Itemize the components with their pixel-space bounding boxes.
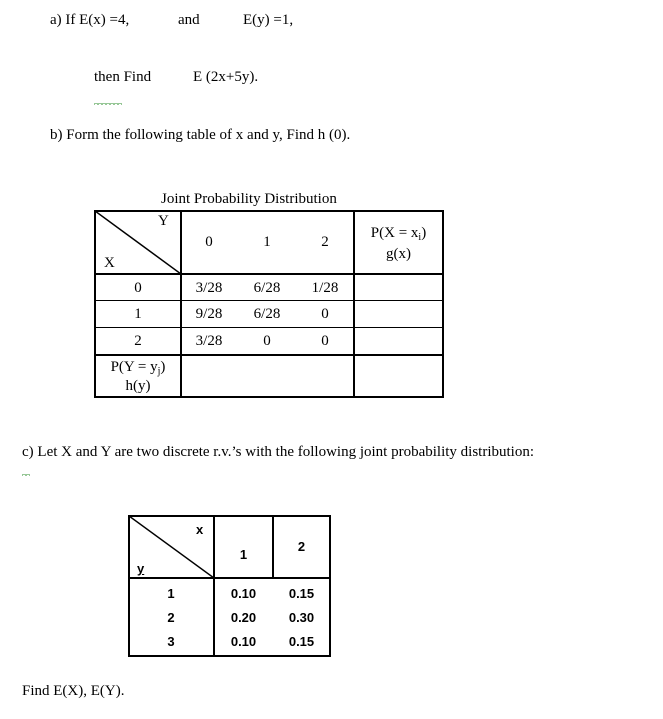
part-c-find: Find E(X), E(Y). <box>22 683 125 699</box>
table-cell: 3/28 <box>195 333 223 349</box>
part-a-ey: E(y) =1, <box>243 12 294 28</box>
col-header: 1 <box>239 547 248 562</box>
table-cell: 0 <box>263 333 271 349</box>
gx-header-line2: g(x) <box>386 246 411 262</box>
table-cell: 0.10 <box>230 634 257 649</box>
row-label: 2 <box>167 610 175 625</box>
col-header: 2 <box>321 234 329 250</box>
hy-label-line2: h(y) <box>125 378 151 394</box>
col-header: 0 <box>205 234 213 250</box>
corner-y-label: Y <box>158 213 169 229</box>
part-a-expression: E (2x+5y). <box>193 69 259 85</box>
row-label: 1 <box>134 306 142 322</box>
part-a-line: a) If E(x) =4, <box>50 12 130 28</box>
row-label: 0 <box>134 280 142 296</box>
table-cell: 0 <box>321 333 329 349</box>
table-cell: 0.15 <box>288 586 315 601</box>
table-title: Joint Probability Distribution <box>161 191 337 207</box>
table-cell: 0 <box>321 306 329 322</box>
col-header: 1 <box>263 234 271 250</box>
corner-y-label: y <box>137 561 145 576</box>
table-cell: 0.15 <box>288 634 315 649</box>
row-label: 2 <box>134 333 142 349</box>
hy-label: $P(Y = y_j)$ <box>110 359 166 377</box>
table-cell: 6/28 <box>253 306 281 322</box>
part-b-heading: b) Form the following table of x and y, Find h (0). <box>50 127 351 143</box>
gx-header: $P(X = x_i)$ <box>370 225 427 243</box>
table-cell: 0.10 <box>230 586 257 601</box>
row-label: 1 <box>167 586 175 601</box>
table-cell: 0.30 <box>288 610 315 625</box>
part-a-then-find: then Find <box>94 69 152 85</box>
row-label: 3 <box>167 634 175 649</box>
col-header: 2 <box>297 539 306 554</box>
part-c-heading: c) Let X and Y are two discrete r.v.’s with the following joint probability distribution: <box>22 444 534 460</box>
table-cell: 1/28 <box>311 280 339 296</box>
spellcheck-squiggle <box>22 472 30 476</box>
table-cell: 0.20 <box>230 610 257 625</box>
corner-x-label: X <box>104 255 115 271</box>
spellcheck-squiggle <box>94 101 122 105</box>
corner-x-label: x <box>196 522 204 537</box>
part-a-and: and <box>178 12 200 28</box>
table-cell: 6/28 <box>253 280 281 296</box>
table-cell: 3/28 <box>195 280 223 296</box>
table-cell: 9/28 <box>195 306 223 322</box>
